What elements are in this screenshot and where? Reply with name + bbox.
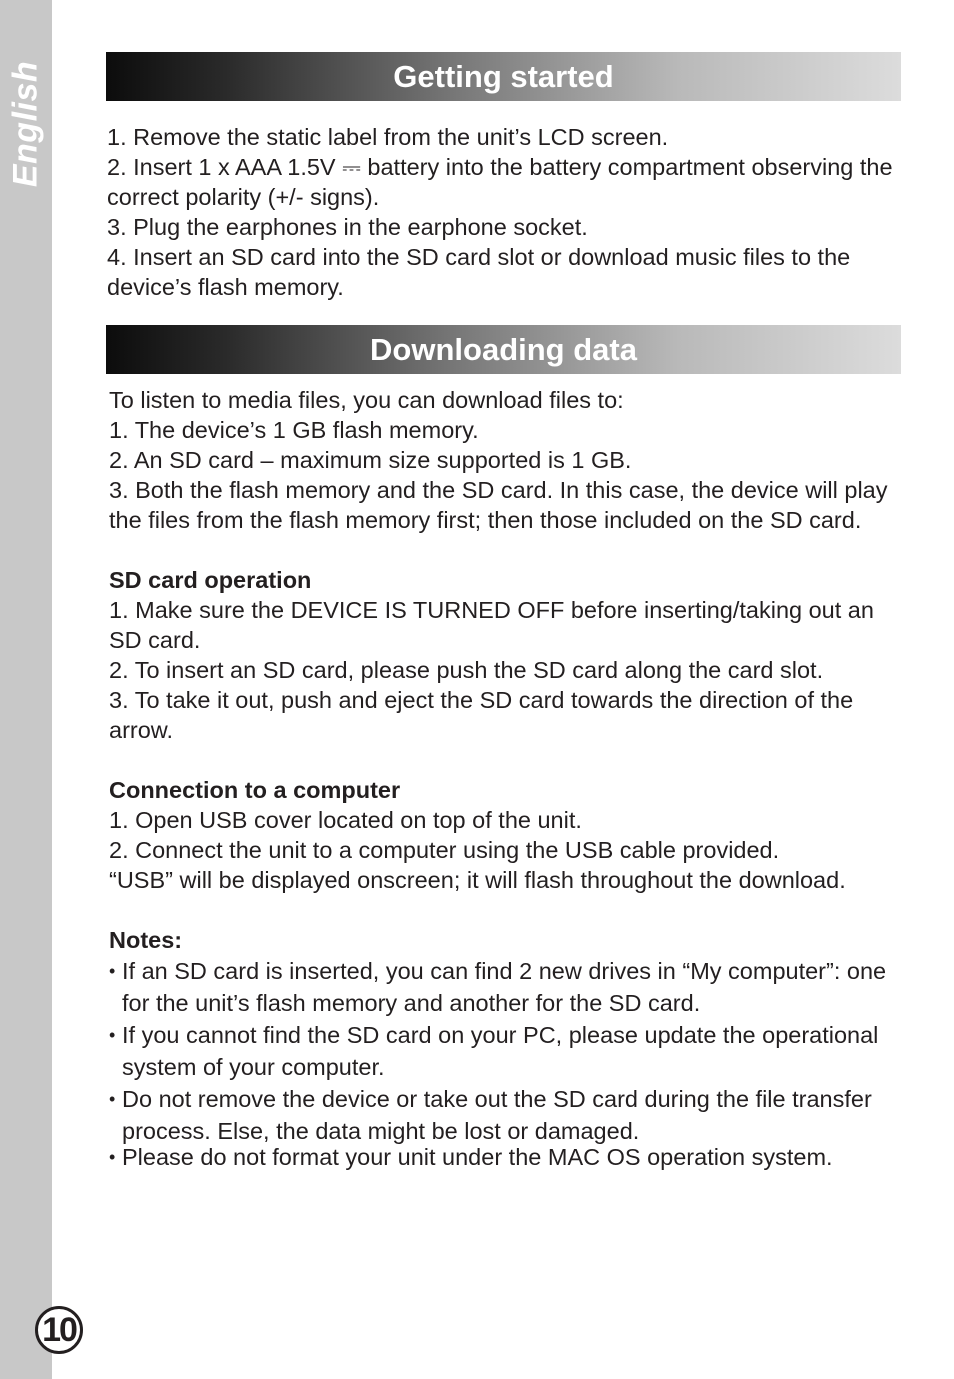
side-strip	[0, 0, 52, 1379]
intro-line: 1. The device’s 1 GB flash memory.	[109, 417, 479, 443]
step-line: 1. Remove the static label from the unit’s LCD screen.	[107, 124, 669, 150]
bullet-icon: •	[109, 961, 116, 981]
note-text: Please do not format your unit under the MAC OS operation system.	[122, 1144, 833, 1170]
sd-step-line: 2. To insert an SD card, please push the SD card along the card slot.	[109, 657, 824, 683]
page-number: 10	[35, 1306, 83, 1354]
connection-line: 2. Connect the unit to a computer using the USB cable provided.	[109, 837, 780, 863]
note-item	[109, 955, 909, 1019]
step-line: 3. Plug the earphones in the earphone socket.	[107, 214, 588, 240]
spacer	[109, 895, 909, 925]
note-item	[109, 1083, 909, 1147]
section-title: Getting started	[393, 58, 614, 94]
getting-started-steps	[107, 122, 897, 302]
section-header-getting-started	[106, 52, 901, 101]
connection-line: “USB” will be displayed onscreen; it will flash throughout the download.	[109, 867, 846, 893]
bullet-icon: •	[109, 1147, 116, 1167]
step-line: 4. Insert an SD card into the SD card slot or download music files to the device’s flash memory.	[107, 244, 851, 300]
note-text: Do not remove the device or take out the SD card during the file transfer process. Else, the data might be lost or damaged.	[122, 1086, 872, 1144]
sd-card-operation-heading: SD card operation	[109, 567, 312, 593]
language-label: English	[6, 60, 45, 188]
connection-line: 1. Open USB cover located on top of the unit.	[109, 807, 582, 833]
notes-heading: Notes:	[109, 927, 183, 953]
sd-step-line: 1. Make sure the DEVICE IS TURNED OFF before inserting/taking out an SD card.	[109, 597, 874, 653]
note-text: If an SD card is inserted, you can find 2 new drives in “My computer”: one for the unit’s flash memory and another for the SD card.	[122, 958, 887, 1016]
notes-list	[109, 955, 909, 1171]
note-text: If you cannot find the SD card on your PC, please update the operational system of your computer.	[122, 1022, 879, 1080]
step-line: 2. Insert 1 x AAA 1.5V ⎓ battery into the battery compartment observing the correct polarity (+/- signs).	[107, 154, 893, 210]
spacer	[109, 745, 909, 775]
note-item	[109, 1019, 909, 1083]
downloading-data-body	[109, 385, 909, 1171]
bullet-icon: •	[109, 1089, 116, 1109]
sd-step-line: 3. To take it out, push and eject the SD card towards the direction of the arrow.	[109, 687, 854, 743]
note-item	[109, 1143, 909, 1171]
section-title: Downloading data	[370, 331, 637, 367]
intro-line: 2. An SD card – maximum size supported is 1 GB.	[109, 447, 632, 473]
section-header-downloading-data	[106, 325, 901, 374]
intro-line: To listen to media files, you can download files to:	[109, 387, 624, 413]
spacer	[109, 535, 909, 565]
intro-line: 3. Both the flash memory and the SD card. In this case, the device will play the files from the flash memory first; then those included on the SD card.	[109, 477, 888, 533]
bullet-icon: •	[109, 1025, 116, 1045]
connection-heading: Connection to a computer	[109, 777, 401, 803]
